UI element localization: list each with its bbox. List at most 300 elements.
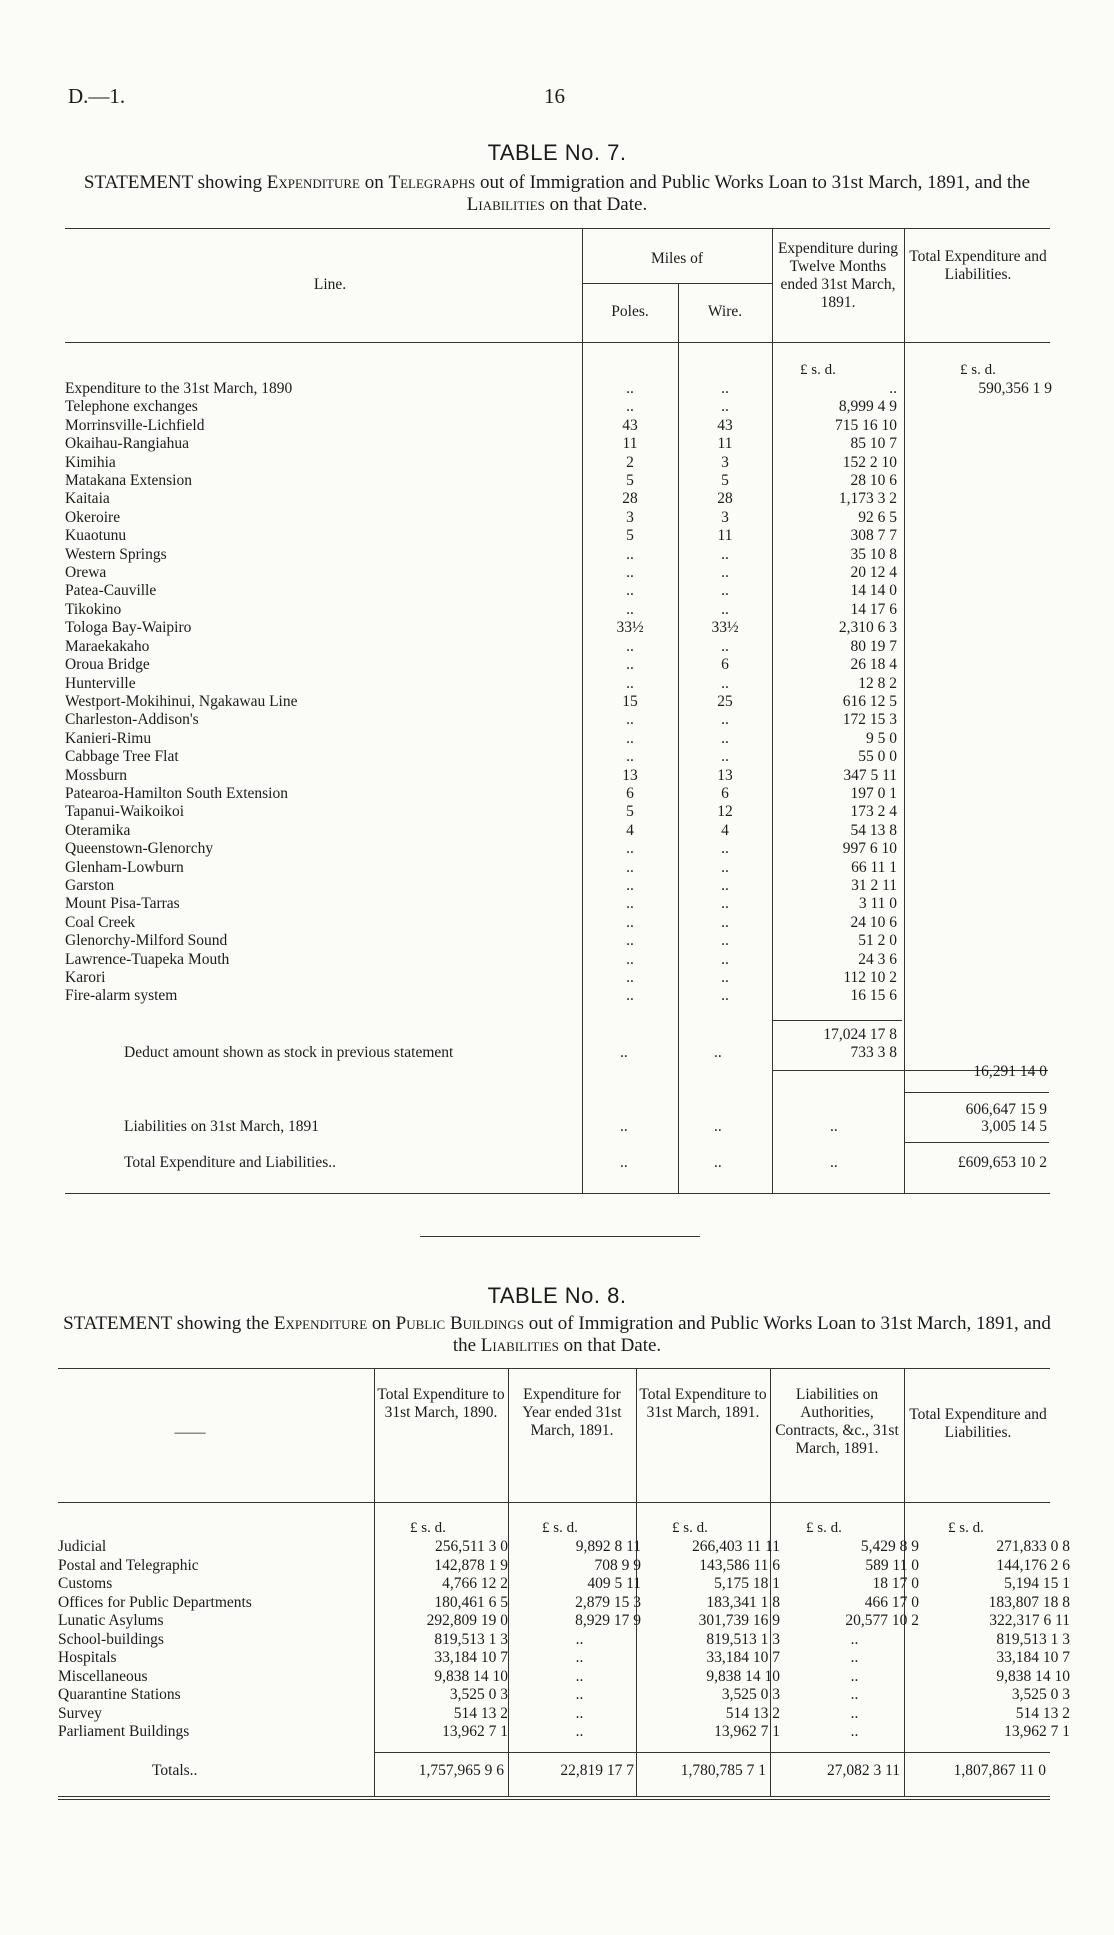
table8-statement: STATEMENT showing the Expenditure on Public Buildings out of Immigration and Public Works Loan to 31st March, 1891, and the Liabilities on that Date. [63,1313,1051,1356]
table-row [65,509,1057,527]
row-wire: .. [721,729,729,747]
row-name: Customs [58,1575,113,1592]
t7-deduct-amount: 733 3 8 [850,1044,897,1061]
row-year-1891: 9,892 8 11 [575,1538,641,1555]
t8-header-dash: —— [174,1424,206,1441]
row-name: Kuaotunu [65,527,127,545]
t8-total-c3: 1,780,785 7 1 [680,1762,766,1779]
table7-title: TABLE No. 7. [487,140,627,165]
row-poles: 5 [626,472,634,490]
row-name: Tikokino [65,600,122,618]
t7-deduct-poles-dots: .. [620,1044,628,1061]
row-total [904,822,1057,840]
row-name: Okeroire [65,508,121,526]
t8-total-c1: 1,757,965 9 6 [418,1762,504,1779]
row-liabilities: .. [850,1630,859,1648]
row-total-1891: 13,962 7 1 [714,1723,780,1740]
table-row [65,840,1057,858]
row-name: Matakana Extension [65,472,192,490]
t7-grand-total: £609,653 10 2 [957,1154,1047,1171]
row-liabilities: 466 17 0 [864,1593,919,1611]
row-wire: 3 [721,508,729,526]
row-liabilities: 18 17 0 [872,1575,919,1592]
row-year-1891: 708 9 9 [594,1556,641,1574]
t8-totals-rule [374,1752,1050,1753]
row-total-1891: 819,513 1 3 [706,1630,780,1648]
row-total [904,785,1057,803]
table-row [65,767,1057,785]
row-expenditure: 197 0 1 [850,784,897,802]
row-wire: .. [721,858,729,876]
row-wire: .. [721,564,729,582]
table-row [58,1612,1075,1631]
row-name: Oroua Bridge [65,656,150,674]
row-total [904,987,1057,1005]
row-expenditure: 12 8 2 [858,674,897,692]
t7-header-expenditure: Expenditure during Twelve Months ended 31st March, 1891. [777,240,899,311]
row-name: Kanieri-Rimu [65,729,152,747]
row-poles: .. [626,729,634,747]
row-poles: .. [626,748,634,766]
row-name: Cabbage Tree Flat [65,748,179,766]
t8-total-c4: 27,082 3 11 [826,1762,900,1779]
row-name: Orewa [65,564,107,582]
row-expenditure: 3 11 0 [858,895,897,913]
t7-miles-rule [582,283,772,284]
row-expenditure: 35 10 8 [850,545,897,563]
row-expenditure: 152 2 10 [842,453,897,471]
row-total-liab: 271,833 0 8 [996,1538,1070,1555]
t7-deduct-label: Deduct amount shown as stock in previous statement [124,1044,454,1061]
row-wire: 12 [717,803,733,821]
row-total [904,895,1057,913]
row-name: Lunatic Asylums [58,1612,164,1629]
row-poles: 6 [626,784,634,802]
row-name: Hunterville [65,674,136,692]
row-total-liab: 13,962 7 1 [1004,1723,1070,1740]
row-wire: .. [721,895,729,913]
table-row [58,1668,1075,1687]
row-total-1890: 9,838 14 10 [434,1667,508,1685]
t7-sum-total: 606,647 15 9 [965,1101,1047,1118]
row-total [904,601,1057,619]
row-name: Survey [58,1704,102,1722]
row-wire: .. [721,582,729,600]
row-total [904,748,1057,766]
row-expenditure: 347 5 11 [843,766,897,784]
row-wire: .. [721,876,729,894]
row-name: Kimihia [65,453,116,471]
row-name: Charleston-Addison's [65,711,199,729]
table-row [58,1723,1075,1742]
row-total [904,454,1057,472]
row-poles: .. [626,656,634,674]
row-total [904,490,1057,508]
row-wire: .. [721,987,729,1005]
t8-unit-5: £ s. d. [948,1520,984,1536]
row-total-liab: 144,176 2 6 [996,1556,1070,1574]
row-wire: .. [721,600,729,618]
t8-unit-2: £ s. d. [542,1520,578,1536]
row-total [904,509,1057,527]
row-total [904,730,1057,748]
row-wire: 13 [717,766,733,784]
row-liabilities: 20,577 10 2 [845,1612,919,1629]
row-year-1891: 8,929 17 9 [575,1612,641,1629]
row-total-1890: 819,513 1 3 [434,1630,508,1648]
t7-header-line: Line. [313,276,347,293]
row-wire: 25 [717,692,733,710]
table-row [65,675,1057,693]
row-wire: 11 [717,527,733,545]
row-expenditure: 14 14 0 [850,582,897,600]
row-expenditure: 54 13 8 [850,821,897,839]
row-wire: .. [721,674,729,692]
t8-unit-3: £ s. d. [672,1520,708,1536]
table-row [65,490,1057,508]
row-wire: 11 [717,435,733,453]
row-total [904,638,1057,656]
row-total [904,711,1057,729]
row-poles: 2 [626,453,634,471]
row-name: Patearoa-Hamilton South Extension [65,784,288,802]
t8-top-rule [58,1368,1050,1369]
row-wire: .. [721,545,729,563]
row-total-liab: 9,838 14 10 [996,1667,1070,1685]
row-total-liab: 183,807 18 8 [988,1593,1070,1611]
row-year-1891: .. [575,1667,584,1685]
row-poles: .. [626,637,634,655]
row-poles: 3 [626,508,634,526]
row-total-1891: 514 13 2 [725,1704,780,1722]
row-wire: .. [721,398,729,416]
table-row [65,582,1057,600]
row-poles: .. [626,969,634,986]
page-number: 16 [544,84,565,108]
section-code: D.—1. [68,84,126,108]
table-row [65,656,1057,674]
row-liabilities: .. [850,1667,859,1685]
t7-net: 16,291 14 0 [973,1063,1047,1080]
row-total [904,803,1057,821]
row-expenditure: 997 6 10 [842,840,897,858]
row-total [904,656,1057,674]
table-row [65,435,1057,453]
t7-net-rule [904,1092,1049,1093]
t7-liabilities-label: Liabilities on 31st March, 1891 [124,1118,320,1135]
row-total [904,969,1057,987]
row-total-1891: 9,838 14 10 [706,1667,780,1685]
t8-header-col2: Expenditure for Year ended 31st March, 1891. [522,1386,622,1439]
row-wire: .. [721,950,729,968]
table-row [65,546,1057,564]
row-total-liab: 3,525 0 3 [1011,1686,1070,1703]
t8-total-c5: 1,807,867 11 0 [953,1762,1046,1779]
row-expenditure: 24 10 6 [850,913,897,931]
row-total [904,398,1057,416]
row-poles: .. [626,895,634,913]
row-total [904,859,1057,877]
table-row [65,398,1057,416]
table-row [65,822,1057,840]
row-wire: 4 [721,821,729,839]
row-name: Tapanui-Waikoikoi [65,803,185,821]
row-wire: .. [721,969,729,986]
row-name: Judicial [58,1538,107,1555]
row-expenditure: 28 10 6 [850,472,897,490]
row-poles: .. [626,950,634,968]
row-poles: .. [626,398,634,416]
table-row [65,969,1057,987]
row-poles: 43 [622,416,638,434]
table-row [65,785,1057,803]
t8-totals-label: Totals.. [152,1762,198,1779]
row-total [904,840,1057,858]
t7-liab-dots-1: .. [620,1118,628,1135]
row-expenditure: 31 2 11 [851,876,897,894]
row-name: Kaitaia [65,490,110,508]
row-name: School-buildings [58,1630,164,1648]
t7-grand-label: Total Expenditure and Liabilities.. [124,1154,336,1171]
row-wire: .. [721,913,729,931]
row-poles: .. [626,545,634,563]
t8-header-col3: Total Expenditure to 31st March, 1891. [639,1386,767,1421]
row-poles: .. [626,600,634,618]
row-name: Miscellaneous [58,1667,148,1685]
table-row [65,454,1057,472]
row-wire: 28 [717,490,733,508]
row-expenditure: 26 18 4 [850,656,897,674]
row-expenditure: 616 12 5 [842,692,897,710]
row-name: Mount Pisa-Tarras [65,895,180,913]
row-year-1891: 2,879 15 3 [575,1593,641,1611]
row-total-1890: 3,525 0 3 [449,1686,508,1703]
row-wire: .. [721,711,729,729]
t8-header-rule [58,1502,1050,1503]
row-total-1890: 514 13 2 [453,1704,508,1722]
row-expenditure: 16 15 6 [850,987,897,1005]
row-wire: 33½ [711,619,739,637]
row-name: Glenorchy-Milford Sound [65,932,228,950]
table-row [65,730,1057,748]
row-name: Patea-Cauville [65,582,157,600]
row-year-1891: .. [575,1723,584,1740]
row-expenditure: 92 6 5 [858,508,897,526]
row-name: Postal and Telegraphic [58,1556,199,1574]
table-row [65,859,1057,877]
t7-bottom-rule [65,1193,1050,1194]
row-total-1891: 5,175 18 1 [714,1575,780,1592]
row-total [904,932,1057,950]
row-total [904,527,1057,545]
t7-grand-dots-1: .. [620,1154,628,1171]
row-year-1891: .. [575,1704,584,1722]
row-total [904,914,1057,932]
table-row [65,932,1057,950]
row-total-liab: 819,513 1 3 [996,1630,1070,1648]
t7-subtotal-rule [772,1020,902,1021]
t7-liabilities: 3,005 14 5 [981,1118,1047,1135]
table7-body [65,380,1057,1006]
row-expenditure: 85 10 7 [850,435,897,453]
table-row [65,527,1057,545]
row-total-liab: 322,317 6 11 [989,1612,1070,1629]
row-poles: .. [626,932,634,950]
t7-liab-dots-3: .. [830,1118,838,1135]
table-row [65,711,1057,729]
row-total [904,472,1057,490]
table-row [65,987,1057,1005]
table-row [58,1557,1075,1576]
row-expenditure: 14 17 6 [850,600,897,618]
row-total-1890: 33,184 10 7 [434,1649,508,1666]
row-liabilities: .. [850,1723,859,1740]
row-poles: .. [626,582,634,600]
row-expenditure: 20 12 4 [850,564,897,582]
row-wire: 6 [721,784,729,802]
row-name: Expenditure to the 31st March, 1890 [65,380,293,397]
row-total-1891: 143,586 11 6 [699,1556,780,1574]
row-name: Tologa Bay-Waipiro [65,619,192,637]
row-name: Garston [65,876,115,894]
row-year-1891: .. [575,1686,584,1703]
row-total [904,417,1057,435]
row-expenditure: 51 2 0 [858,932,897,950]
table-row [65,803,1057,821]
table-row [65,877,1057,895]
row-poles: 11 [622,435,638,453]
table-row [65,748,1057,766]
row-total-1891: 266,403 11 11 [692,1538,780,1555]
row-name: Western Springs [65,545,167,563]
row-wire: 43 [717,416,733,434]
table-row [58,1594,1075,1613]
row-wire: .. [721,840,729,858]
row-expenditure: 24 3 6 [858,950,897,968]
table-row [58,1538,1075,1557]
row-total [904,564,1057,582]
row-wire: 6 [721,656,729,674]
t7-liab-dots-2: .. [714,1118,722,1135]
row-expenditure: 308 7 7 [850,527,897,545]
row-total-1890: 142,878 1 9 [434,1556,508,1574]
t8-unit-1: £ s. d. [410,1520,446,1536]
row-poles: .. [626,840,634,858]
t7-top-rule [65,228,1050,229]
t7-header-total: Total Expenditure and Liabilities. [909,248,1047,283]
row-expenditure: 8,999 4 9 [838,398,897,416]
row-year-1891: 409 5 11 [587,1575,641,1592]
row-poles: .. [626,858,634,876]
row-name: Maraekakaho [65,637,150,655]
row-total-1890: 13,962 7 1 [442,1723,508,1740]
row-name: Telephone exchanges [65,398,198,416]
row-liabilities: 5,429 8 9 [860,1538,919,1555]
row-expenditure: 112 10 2 [843,969,897,986]
t8-bottom-rule [58,1796,1050,1797]
row-total [904,767,1057,785]
t8-bottom-rule-2 [58,1799,1050,1800]
table-row [65,638,1057,656]
row-name: Glenham-Lowburn [65,858,184,876]
row-expenditure: 66 11 1 [851,858,897,876]
row-total-1890: 256,511 3 0 [434,1538,508,1555]
row-liabilities: .. [850,1686,859,1703]
t8-total-c2: 22,819 17 7 [560,1762,634,1779]
t8-header-col4: Liabilities on Authorities, Contracts, &c., 31st March, 1891. [775,1386,899,1457]
row-total [904,435,1057,453]
table-row [58,1649,1075,1668]
row-name: Lawrence-Tuapeka Mouth [65,950,230,968]
t7-liab-rule [904,1142,1049,1143]
row-total-1891: 183,341 1 8 [706,1593,780,1611]
row-wire: .. [721,637,729,655]
row-liabilities: .. [850,1649,859,1666]
table-row [65,564,1057,582]
row-name: Hospitals [58,1649,117,1666]
row-expenditure: 2,310 6 3 [838,619,897,637]
row-expenditure: 1,173 3 2 [838,490,897,508]
row-liabilities: 589 11 0 [865,1556,919,1574]
row-name: Karori [65,969,106,986]
row-poles: 28 [622,490,638,508]
row-wire: .. [721,748,729,766]
row-name: Coal Creek [65,913,136,931]
table-row [65,895,1057,913]
row-name: Morrinsville-Lichfield [65,416,205,434]
row-wire: 3 [721,453,729,471]
row-expenditure: 80 19 7 [850,637,897,655]
row-expenditure: 172 15 3 [842,711,897,729]
row-name: Quarantine Stations [58,1686,181,1703]
row-total [904,619,1057,637]
row-total [904,546,1057,564]
row-total-1891: 301,739 16 9 [698,1612,780,1629]
row-expenditure: 173 2 4 [850,803,897,821]
t7-header-wire: Wire. [707,303,743,320]
row-poles: .. [626,380,634,397]
table-row [65,601,1057,619]
row-total-1891: 33,184 10 7 [706,1649,780,1666]
row-poles: 5 [626,803,634,821]
row-expenditure: 9 5 0 [866,729,897,747]
row-total [904,693,1057,711]
row-name: Westport-Mokihinui, Ngakawau Line [65,692,298,710]
table-row [65,693,1057,711]
t7-header-miles-of: Miles of [650,250,704,267]
row-poles: 33½ [616,619,644,637]
row-total-1890: 4,766 12 2 [442,1575,508,1592]
row-poles: 5 [626,527,634,545]
table-row [65,619,1057,637]
table-row [58,1631,1075,1650]
row-total-1890: 180,461 6 5 [434,1593,508,1611]
row-name: Parliament Buildings [58,1723,190,1740]
row-name: Offices for Public Departments [58,1593,252,1611]
row-total-liab: 33,184 10 7 [996,1649,1070,1666]
t7-grand-dots-3: .. [830,1154,838,1171]
row-total-1891: 3,525 0 3 [721,1686,780,1703]
row-poles: .. [626,711,634,729]
row-name: Okaihau-Rangiahua [65,435,189,453]
row-poles: .. [626,674,634,692]
t7-unit-total: £ s. d. [960,362,996,378]
row-poles: 13 [622,766,638,784]
table-row [58,1575,1075,1594]
row-liabilities: .. [850,1704,859,1722]
row-poles: .. [626,987,634,1005]
row-total-liab: 514 13 2 [1015,1704,1070,1722]
